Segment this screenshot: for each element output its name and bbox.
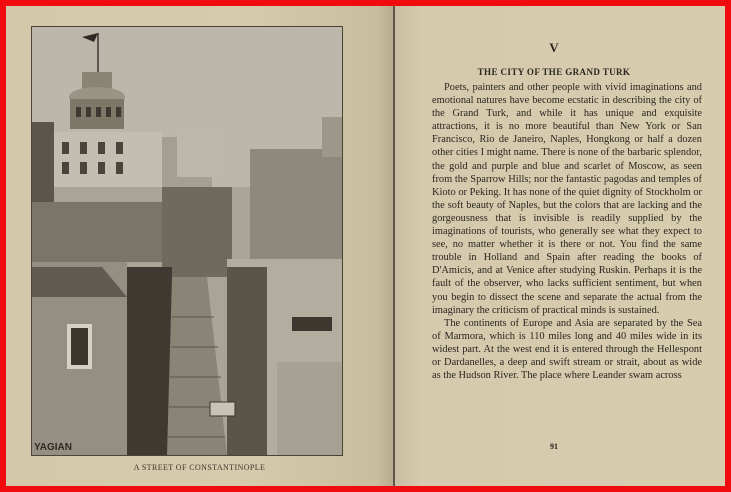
street-photo-illustration xyxy=(32,27,342,455)
page-number: 91 xyxy=(550,442,558,451)
chapter-body xyxy=(432,81,702,382)
left-page xyxy=(6,6,393,486)
photo-caption: A STREET OF CONSTANTINOPLE xyxy=(133,463,266,472)
chapter-title: THE CITY OF THE GRAND TURK xyxy=(477,67,631,77)
paragraph: Poets, painters and other people with vivid imaginations and emotional natures have become ecstatic in describing the city of the Grand Turk, and while it has unique and exquisite attractions, it is no more beautiful than New York or San Francisco, Rio de Janeiro, Naples, Hongkong or half a dozen other cities I might name. There is none of the barbaric splendor, the gold and purple and blue and scarlet of Moscow, as seen from the Sparrow Hills; nor the fantastic pagodas and temples of Kioto or Peking. It has none of the quiet dignity of Stockholm or the soft beauty of Naples, but the colors that are lacking and the gorgeousness that is invisible is readily supplied by the imaginations of tourists, who generally see what they expect to see, no matter whether it is there or not. You find the same trouble in Holland and Spain after reading the books of D'Amicis, and at Venice after studying Ruskin. Perhaps it is the fault of the observer, who lacks sufficient sentiment, but when you begin to dissect the scene and separate the actual from the imaginary the criticism of practical minds is sustained. xyxy=(432,82,702,316)
street-photograph xyxy=(31,26,343,456)
paragraph: The continents of Europe and Asia are separated by the Sea of Marmora, which is 110 miles long and 40 miles wide in its widest part. At the west end it is entered through the Hellespont or Dardanelles, a deep and swift stream or strait, about as wide as the Hudson River. The place where Leander swam across xyxy=(432,317,702,382)
chapter-number: V xyxy=(549,40,559,55)
signage-text: YAGIAN xyxy=(34,442,72,453)
